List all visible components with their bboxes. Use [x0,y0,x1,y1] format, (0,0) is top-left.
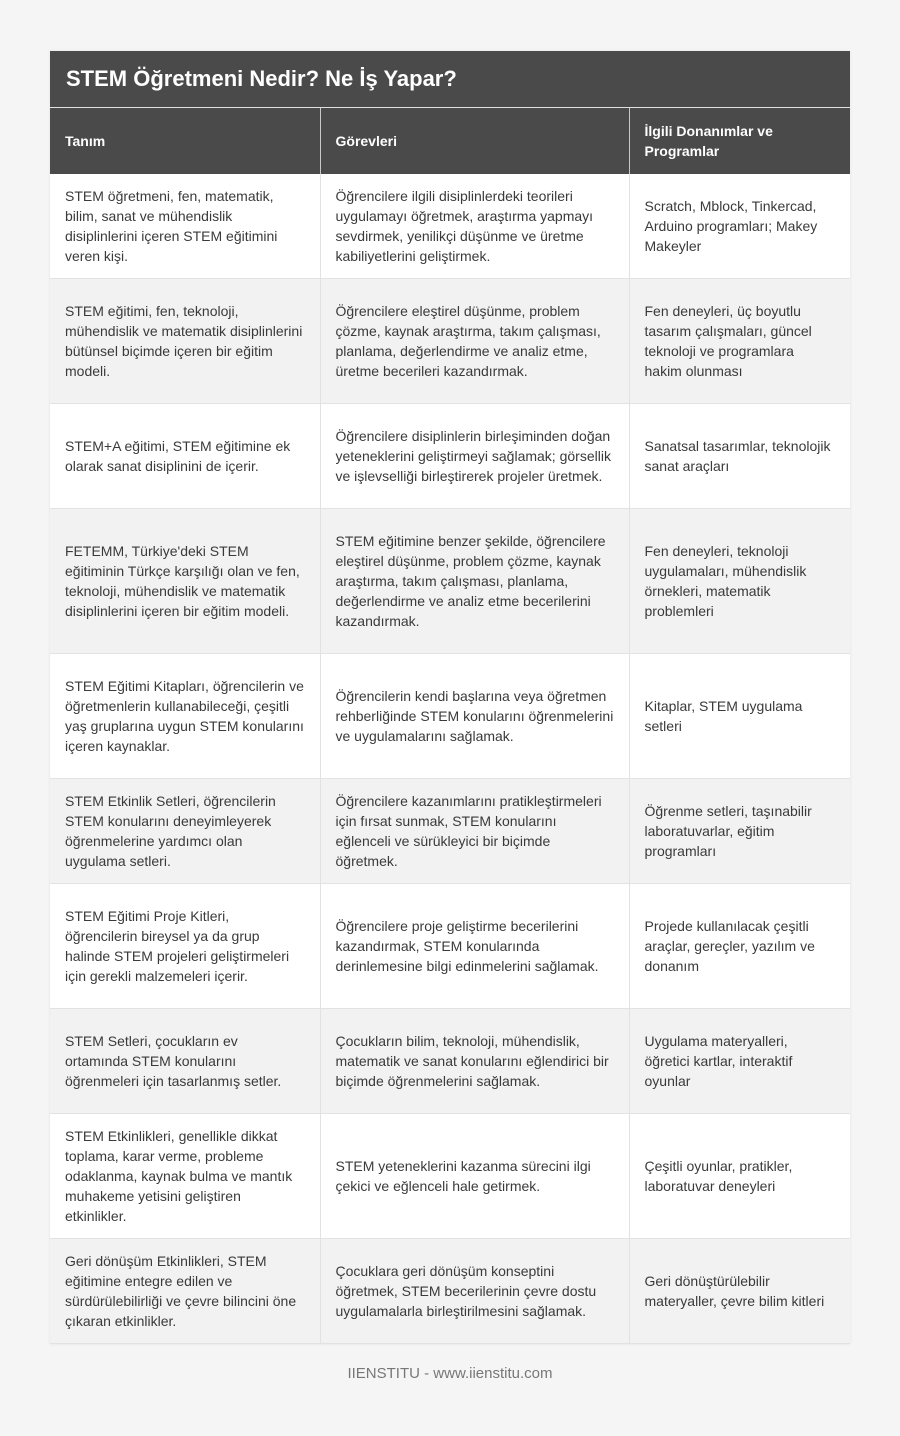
table-row [50,403,850,508]
cell-donanimlar: Fen deneyleri, üç boyutlu tasarım çalışmaları, güncel teknoloji ve programlara hakim olunması [629,278,850,403]
footer-credit: IIENSTITU - www.iienstitu.com [347,1365,553,1382]
cell-gorevleri: Öğrencilere ilgili disiplinlerdeki teorileri uygulamayı öğretmek, araştırma yapmayı sevdirmek, yenilikçi düşünme ve üretme kabiliyetlerini geliştirmek. [320,174,629,278]
cell-donanimlar: Projede kullanılacak çeşitli araçlar, gereçler, yazılım ve donanım [629,883,850,1008]
cell-donanimlar: Kitaplar, STEM uygulama setleri [629,653,850,778]
cell-gorevleri: STEM yeteneklerini kazanma sürecini ilgi çekici ve eğlenceli hale getirmek. [320,1113,629,1238]
cell-tanim: STEM Eğitimi Proje Kitleri, öğrencilerin bireysel ya da grup halinde STEM projeleri geliştirmeleri için gerekli malzemeleri içerir. [50,883,320,1008]
cell-donanimlar: Uygulama materyalleri, öğretici kartlar, interaktif oyunlar [629,1008,850,1113]
table-row [50,778,850,883]
table-row [50,653,850,778]
page-title: STEM Öğretmeni Nedir? Ne İş Yapar? [50,51,850,108]
cell-donanimlar: Öğrenme setleri, taşınabilir laboratuvarlar, eğitim programları [629,778,850,883]
table-row [50,1008,850,1113]
column-header-gorevleri: Görevleri [320,108,629,174]
table-body [50,174,850,1343]
table-row [50,174,850,278]
cell-gorevleri: Öğrencilere disiplinlerin birleşiminden doğan yeteneklerini geliştirmeyi sağlamak; görsellik ve işlevselliği birleştirerek projeler üretmek. [320,403,629,508]
cell-gorevleri: Öğrencilere kazanımlarını pratikleştirmeleri için fırsat sunmak, STEM konularını eğlenceli ve sürükleyici bir biçimde öğretmek. [320,778,629,883]
table-row [50,1238,850,1343]
table-row [50,508,850,653]
content-card [50,51,850,1344]
cell-gorevleri: STEM eğitimine benzer şekilde, öğrencilere eleştirel düşünme, problem çözme, kaynak araştırma, takım çalışması, planlama, değerlendirme ve analiz etme becerilerini kazandırmak. [320,508,629,653]
table-row [50,1113,850,1238]
cell-tanim: Geri dönüşüm Etkinlikleri, STEM eğitimine entegre edilen ve sürdürülebilirliği ve çevre bilincini öne çıkaran etkinlikler. [50,1238,320,1343]
cell-donanimlar: Geri dönüştürülebilir materyaller, çevre bilim kitleri [629,1238,850,1343]
table-row [50,883,850,1008]
stem-table [50,108,850,1344]
cell-donanimlar: Çeşitli oyunlar, pratikler, laboratuvar deneyleri [629,1113,850,1238]
cell-donanimlar: Sanatsal tasarımlar, teknolojik sanat araçları [629,403,850,508]
table-header [50,108,850,174]
cell-gorevleri: Öğrencilerin kendi başlarına veya öğretmen rehberliğinde STEM konularını öğrenmelerini ve uygulamalarını sağlamak. [320,653,629,778]
column-header-tanim: Tanım [50,108,320,174]
cell-tanim: FETEMM, Türkiye'deki STEM eğitiminin Türkçe karşılığı olan ve fen, teknoloji, mühendislik ve matematik disiplinlerini içeren bir eğitim modeli. [50,508,320,653]
cell-gorevleri: Çocuklara geri dönüşüm konseptini öğretmek, STEM becerilerinin çevre dostu uygulamalarla birleştirilmesini sağlamak. [320,1238,629,1343]
cell-gorevleri: Çocukların bilim, teknoloji, mühendislik, matematik ve sanat konularını eğlendirici bir biçimde öğrenmelerini sağlamak. [320,1008,629,1113]
cell-tanim: STEM Setleri, çocukların ev ortamında STEM konularını öğrenmeleri için tasarlanmış setler. [50,1008,320,1113]
cell-donanimlar: Fen deneyleri, teknoloji uygulamaları, mühendislik örnekleri, matematik problemleri [629,508,850,653]
cell-tanim: STEM eğitimi, fen, teknoloji, mühendislik ve matematik disiplinlerini bütünsel biçimde içeren bir eğitim modeli. [50,278,320,403]
cell-gorevleri: Öğrencilere proje geliştirme becerilerini kazandırmak, STEM konularında derinlemesine bilgi edinmelerini sağlamak. [320,883,629,1008]
cell-gorevleri: Öğrencilere eleştirel düşünme, problem çözme, kaynak araştırma, takım çalışması, planlama, değerlendirme ve analiz etme, üretme becerileri kazandırmak. [320,278,629,403]
cell-tanim: STEM Eğitimi Kitapları, öğrencilerin ve öğretmenlerin kullanabileceği, çeşitli yaş gruplarına uygun STEM konularını içeren kaynaklar. [50,653,320,778]
table-row [50,278,850,403]
cell-tanim: STEM+A eğitimi, STEM eğitimine ek olarak sanat disiplinini de içerir. [50,403,320,508]
cell-donanimlar: Scratch, Mblock, Tinkercad, Arduino programları; Makey Makeyler [629,174,850,278]
cell-tanim: STEM öğretmeni, fen, matematik, bilim, sanat ve mühendislik disiplinlerini içeren STEM eğitimini veren kişi. [50,174,320,278]
cell-tanim: STEM Etkinlikleri, genellikle dikkat toplama, karar verme, probleme odaklanma, kaynak bulma ve mantık muhakeme yetisini geliştiren etkinlikler. [50,1113,320,1238]
column-header-donanimlar: İlgili Donanımlar ve Programlar [629,108,850,174]
cell-tanim: STEM Etkinlik Setleri, öğrencilerin STEM konularını deneyimleyerek öğrenmelerine yardımcı olan uygulama setleri. [50,778,320,883]
